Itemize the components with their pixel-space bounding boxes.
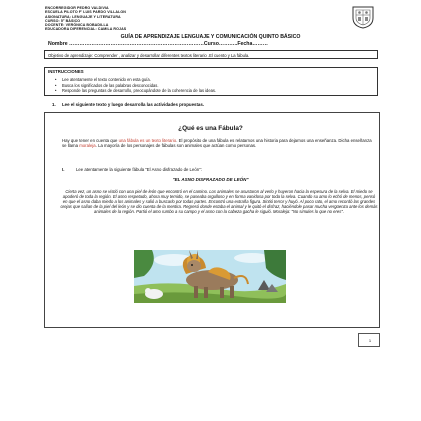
header-line: DOCENTE: VERÓNICA BOBADILLA: [45, 23, 109, 28]
header-line: CURSO: 5° BÁSICO: [45, 18, 81, 23]
intro-highlight: una fábula es un texto literario: [118, 138, 177, 143]
page-title: GUÍA DE APRENDIZAJE LENGUAJE Y COMUNICACIÓN QUINTO BÁSICO: [120, 34, 301, 40]
header-line: ASIGNATURA: LENGUAJE Y LITERATURA: [45, 14, 121, 19]
story-text: Cierta vez, un asno se vistió con una piel de león que encontró en el camino. Los animales se asustaron al verlo y huyeron hacia la espesura de la selva. El miedo se apoderó de toda la región. El asno respetado, ahora muy temido, se paseaba orgulloso y en forma vanidosa por toda la selva. Cuando su amo lo echó de menos, pensó en que el asno daba miedo a los animales y salió a buscarlo por todas partes. Encontró una extraña figura. Sintió terror y huyó. Al poco rato, el amo recordó las grandes orejas que salían de la piel del león y se dio cuenta de la mentira. Regresó donde estaba el animal y le quitó el disfraz, haciéndole pasar mucha vergüenza ante los demás animales de la región. Partió el amo rumbo a su campo y el asno con la cabeza gacha le siguió. Moraleja: "No simules lo que no eres".: [60, 189, 378, 215]
read-instruction: Lee atentamente la siguiente fábula "El Asno disfrazado de León":: [76, 167, 202, 172]
header-line: EDUCADORA DIFERENCIAL: CAMILA ROJAS: [45, 27, 127, 32]
page-number-box: [358, 333, 380, 347]
intro-suffix: . La mayoría de los personajes de fábulas son animales que actúan como personas.: [95, 143, 257, 149]
instructions-title: INSTRUCCIONES: [48, 69, 84, 74]
instruction-item: • Responde las preguntas de desarrollo, preocupándote de la coherencia de las ideas.: [62, 88, 216, 93]
step-number: 1.: [52, 102, 56, 107]
intro-highlight: moraleja: [79, 143, 96, 149]
section-heading: ¿Qué es una Fábula?: [178, 125, 243, 132]
header-line: ESCUELA PILOTO F' LUIS PARDO VILLALON: [45, 10, 126, 15]
school-header: [45, 6, 265, 32]
school-crest-icon: [350, 5, 376, 29]
objective-box: [44, 50, 378, 59]
intro-middle: . El propósito de una fábula es relatarnos una historia para dejarnos una enseñanza. Dicha enseñanza se llama: [62, 138, 372, 149]
name-course-date-line: Nombre ……………………………………………………………………Curso………..Fecha………: [48, 41, 268, 47]
instructions-box: [44, 67, 378, 96]
header-line: ENCORREGIDOR PEDRO VALDIVIA: [45, 6, 109, 10]
donkey-lion-illustration: [134, 250, 286, 303]
roman-numeral: I.: [62, 167, 65, 172]
step-text: Lee el siguiente texto y luego desarrolla las actividades propuestas.: [62, 102, 205, 107]
page-number: 1: [368, 338, 372, 343]
intro-prefix: Hay que tener en cuenta que: [62, 138, 119, 143]
objective-text: Objetivo de aprendizaje: Comprender , analizar y desarrollar diferentes textos literario .El cuento y La fábula.: [48, 52, 250, 58]
intro-paragraph: [62, 138, 372, 149]
instruction-item: • Lee atentamente el texto contenido en esta guía.: [62, 77, 151, 82]
instruction-item: • Busca los significados de las palabras desconocidas.: [62, 83, 159, 88]
story-title: "EL ASNO DISFRAZADO DE LEÓN": [172, 177, 249, 182]
